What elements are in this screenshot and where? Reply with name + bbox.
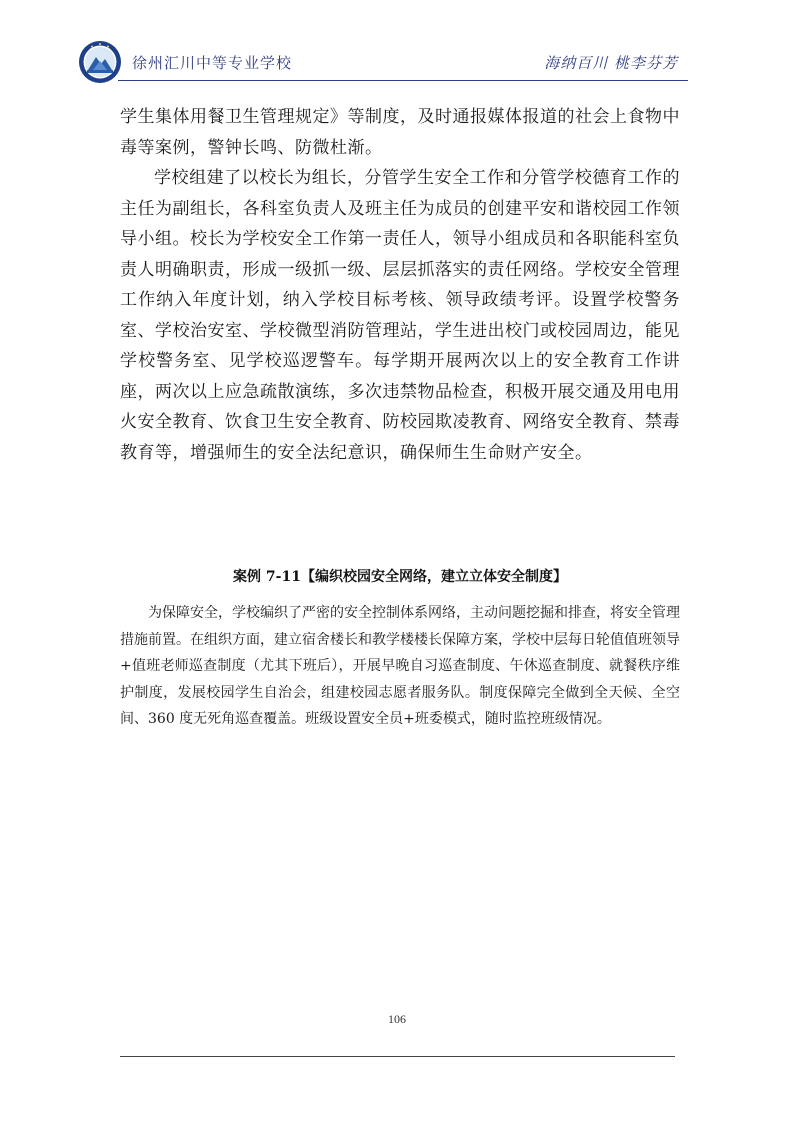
case-paragraph: 为保障安全，学校编织了严密的安全控制体系网络，主动问题挖掘和排查，将安全管理措施前置。在组织方面，建立宿舍楼长和教学楼楼长保障方案，学校中层每日轮值值班领导+值班老师巡查制度（尤其下班后），开展早晚自习巡查制度、午休巡查制度、就餐秩序维护制度，发展校园学生自治会，组建校园志愿者服务队。制度保障完全做到全天候、全空间、360 度无死角巡查覆盖。班级设置安全员+班委模式，随时监控班级情况。 [120,605,680,727]
body-text [120,102,680,468]
page-number: 106 [388,1012,406,1026]
header-divider [118,80,688,81]
paragraph-safety-organization: 学校组建了以校长为组长，分管学生安全工作和分管学校德育工作的主任为副组长，各科室负责人及班主任为成员的创建平安和谐校园工作领导小组。校长为学校安全工作第一责任人，领导小组成员和各职能科室负责人明确职责，形成一级抓一级、层层抓落实的责任网络。学校安全管理工作纳入年度计划，纳入学校目标考核、领导政绩考评。设置学校警务室、学校治安室、学校微型消防管理站，学生进出校门或校园周边，能见学校警务室、见学校巡逻警车。每学期开展两次以上的安全教育工作讲座，两次以上应急疏散演练，多次违禁物品检查，积极开展交通及用电用火安全教育、饮食卫生安全教育、防校园欺凌教育、网络安全教育、禁毒教育等，增强师生的安全法纪意识，确保师生生命财产安全。 [120,168,680,463]
footer-divider [120,1056,675,1057]
school-name: 徐州汇川中等专业学校 [132,54,293,72]
case-body [120,600,680,733]
case-title: 案例 7-11【编织校园安全网络，建立立体安全制度】 [233,569,567,585]
paragraph-continuation: 学生集体用餐卫生管理规定》等制度，及时通报媒体报道的社会上食物中毒等案例，警钟长鸣、防微杜渐。 [120,107,680,158]
school-emblem-icon [78,40,122,84]
school-motto: 海纳百川 桃李芬芳 [544,54,678,72]
